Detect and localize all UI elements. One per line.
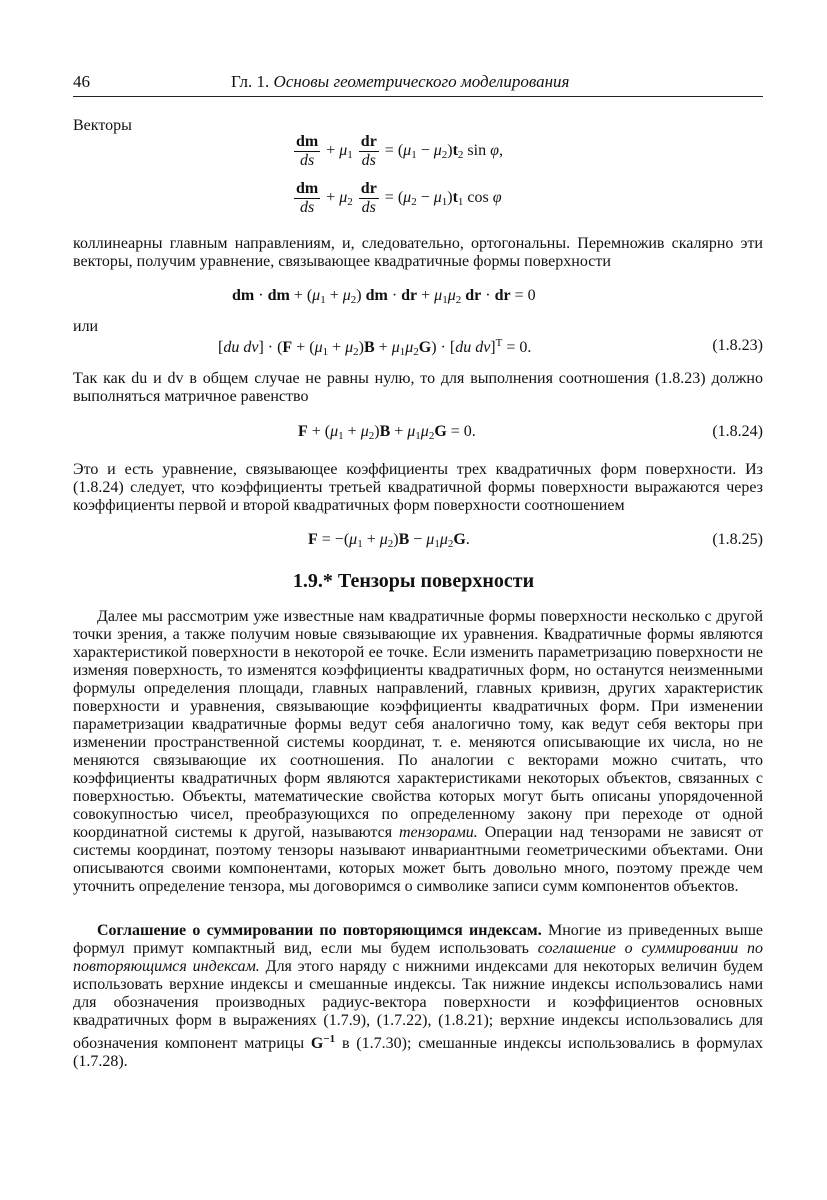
summation-text-b: Для этого наряду с нижними индексами для некоторых величин будем использовать верхние индексы и смешанные индексы. Так нижние индексы использовались нами для обозначения производных радиус-вектора поверхности и коэффициентов основных квадратичных форм в выражениях (1.7.9), (1.7.22), (1.8.21); верхние индексы использовались для обозначения компонент матрицы bbox=[73, 958, 764, 1052]
paragraph-third-form: Это и есть уравнение, связывающее коэффициенты трех квадратичных форм поверхности. Из (1.8.24) следует, что коэффициенты третьей квадратичной формы поверхности выражаются через коэффициенты первой и второй квадратичных форм поверхности соотношением bbox=[73, 461, 763, 514]
section-title: 1.9.* Тензоры поверхности bbox=[292, 570, 535, 592]
matrix-g-inverse: $G^{-1}$ bbox=[310, 1033, 336, 1052]
summation-text-c: в (1.7.30); смешанные индексы использовались в формулах (1.7.28). bbox=[73, 1035, 764, 1070]
running-head bbox=[231, 72, 569, 92]
equation-1-8-24: $F + (\mu_1 + \mu_2)B + \mu_1\mu_2G = 0$. bbox=[298, 423, 476, 442]
summation-text-a: Многие из приведенных выше формул примут компактный вид, если мы будем использовать bbox=[73, 922, 764, 957]
equation-number-1-8-25: (1.8.25) bbox=[712, 531, 763, 548]
equation-1-8-23: [du $dv] \cdot (F + (\mu_1 + \mu_2)B + \mu_1\mu_2G) \cdot [du$ dv]$^T$ = 0. bbox=[218, 337, 532, 358]
paragraph-tensors-body: Далее мы рассмотрим уже известные нам квадратичные формы поверхности несколько с другой точки зрения, а также получим новые связывающие их уравнения. Квадратичные формы являются характеристикой поверхности в некоторой ее точке. Если изменить параметризацию поверхности не изменяя поверхность, то изменятся коэффициенты квадратичных форм, но останутся неизменными формулы определения площади, главных направлений, главных кривизн, других характеристик поверхности и уравнения, связывающие коэффициенты квадратичных форм. При изменении параметризации квадратичные формы ведут себя аналогично тому, как ведут себя векторы при изменении пространственной системы координат, т. е. меняются описывающие их числа, но не меняются связывающие их соотношения. По аналогии с векторами можно считать, что коэффициенты квадратичных форм являются характеристиками некоторых объектов, связанных с поверхностью. Объекты, математические свойства которых могут быть описаны упорядоченной совокупностью чисел, преобразующихся по определенному закону при переходе от одной координатной системы к другой, называются bbox=[73, 608, 763, 841]
equation-number-1-8-24: (1.8.24) bbox=[712, 423, 763, 440]
equation-1-8-25: $F = -(\mu_1 + \mu_2)B - \mu_1\mu_2G$. bbox=[308, 531, 470, 550]
summation-heading: Соглашение о суммировании по повторяющимся индексам. bbox=[97, 922, 542, 939]
equation-number-1-8-23: (1.8.23) bbox=[712, 337, 763, 354]
vectors-label: Векторы bbox=[73, 117, 132, 134]
running-head-chapter: Гл. 1. bbox=[231, 72, 270, 91]
or-label: или bbox=[73, 318, 99, 335]
term-tensors: тензорами. bbox=[398, 824, 478, 841]
equation-dm-dm: dm · dm + $(\mu_1 + \mu_2)$ dm · dr + $\mu_1\mu_2$ dr · dr = 0 bbox=[232, 287, 536, 306]
paragraph-tensors-tail: Операции над тензорами не зависят от системы координат, поэтому тензоры называют инвариантными геометрическими объектами. Они описываются своими компонентами, которых может быть довольно много, поэтому прежде чем уточнить определение тензора, мы договоримся о символике записи сумм компонентов объектов. bbox=[73, 824, 764, 895]
equation-vector-2: $\frac{dm}{ds}$ + $\mu_2$ $\frac{dr}{ds}$ = $(\mu_2 - \mu_1)t_1$ cos φ bbox=[296, 180, 502, 216]
term-summation-convention: соглашение о суммировании по повторяющимся индексам. bbox=[73, 940, 764, 975]
page-number: 46 bbox=[73, 72, 90, 91]
equation-vector-1: $\frac{dm}{ds}$ + $\mu_1$ $\frac{dr}{ds}$ = $(\mu_1 - \mu_2)t_2$ sin φ, bbox=[296, 133, 503, 169]
paragraph-tensors bbox=[73, 608, 763, 896]
paragraph-summation bbox=[73, 922, 763, 1071]
paragraph-collinear: коллинеарны главным направлениям, и, следовательно, ортогональны. Перемножив скалярно эти векторы, получим уравнение, связывающее квадратичные формы поверхности bbox=[73, 235, 763, 270]
paragraph-matrix-equality: Так как du и dv в общем случае не равны нулю, то для выполнения соотношения (1.8.23) должно выполняться матричное равенство bbox=[73, 370, 763, 405]
page-header bbox=[73, 70, 763, 97]
running-head-title: Основы геометрического моделирования bbox=[273, 72, 570, 91]
